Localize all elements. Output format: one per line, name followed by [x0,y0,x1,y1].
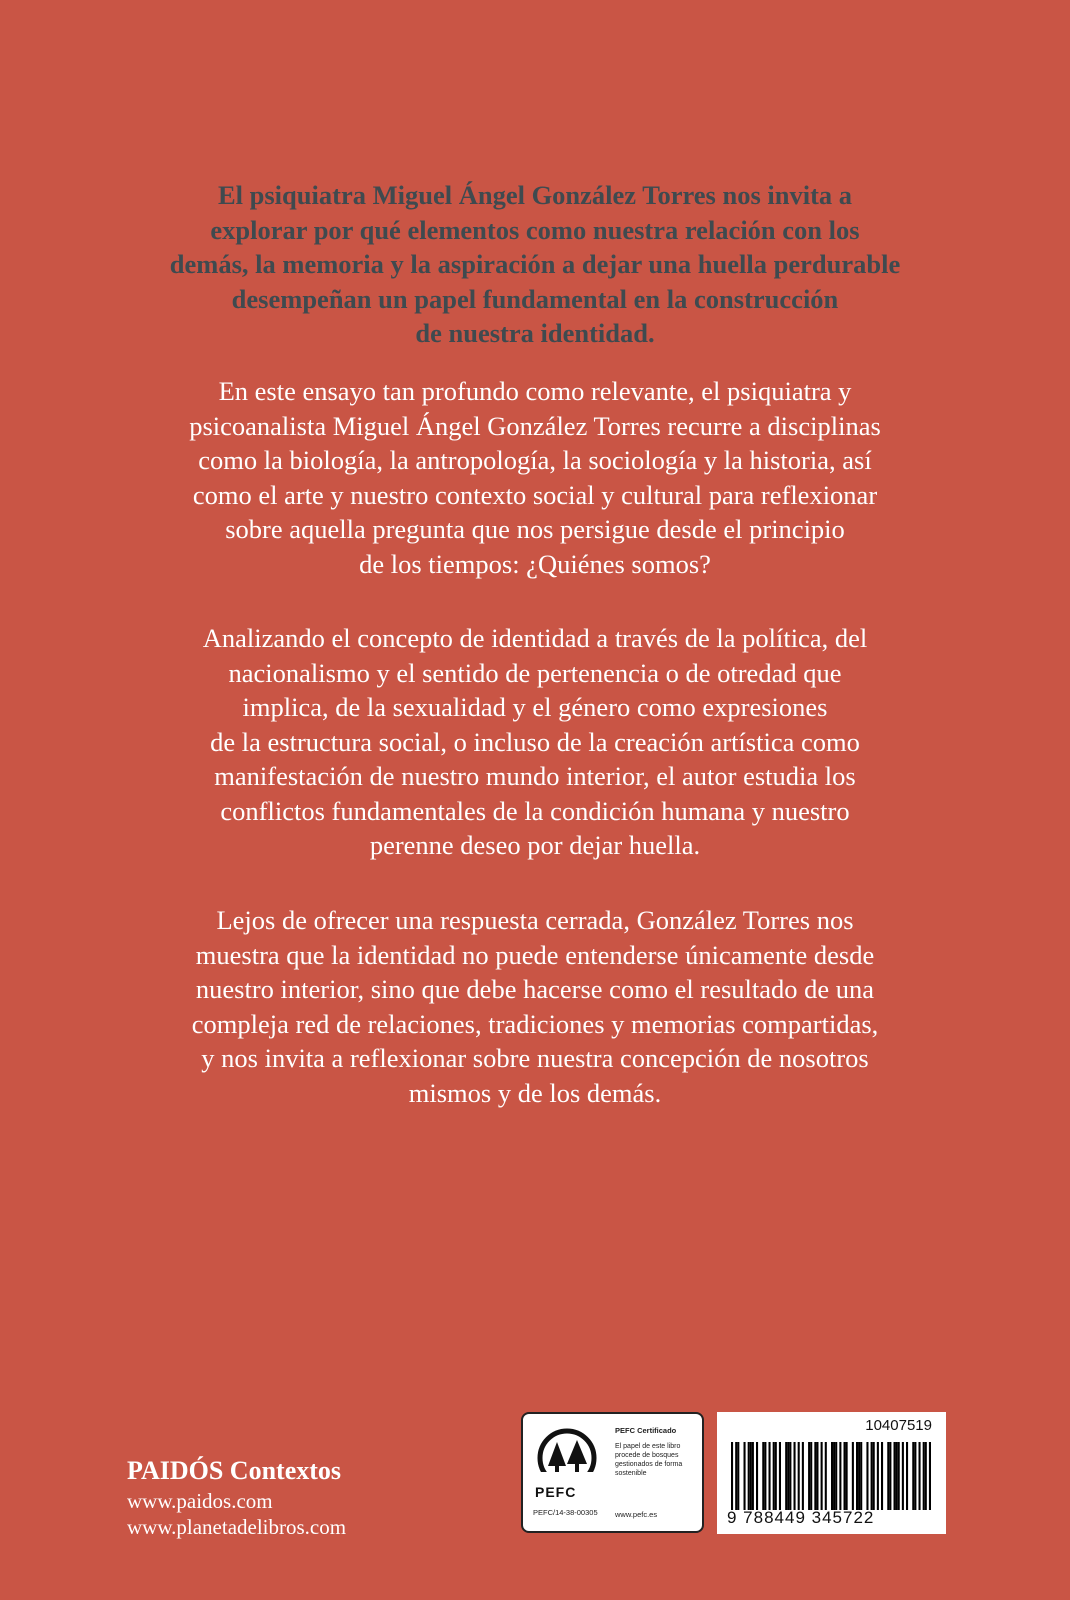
lead-paragraph [130,178,940,351]
pefc-website-link[interactable]: www.pefc.es [615,1510,658,1519]
body-paragraph-3 [115,903,955,1110]
body-paragraph-2 [115,621,955,863]
planeta-url-link[interactable]: www.planetadelibros.com [127,1515,347,1539]
pefc-title: PEFC Certificado [615,1426,677,1435]
pefc-certification-box [521,1412,704,1533]
barcode-box [717,1412,946,1534]
paragraph-line: y nos invita a reflexionar sobre nuestra concepción de nosotros [201,1043,869,1073]
lead-line: de nuestra identidad. [415,318,655,348]
paragraph-line: implica, de la sexualidad y el género como expresiones [242,692,828,722]
paragraph-line: de los tiempos: ¿Quiénes somos? [359,548,711,579]
paragraph-line: manifestación de nuestro mundo interior, el autor estudia los [214,761,856,791]
barcode-icon [731,1442,931,1510]
lead-line: desempeñan un papel fundamental en la construcción [231,283,839,314]
paragraph-line: de la estructura social, o incluso de la creación artística como [210,726,860,757]
publisher-url-link[interactable]: www.paidos.com [127,1489,273,1513]
paragraph-line: psicoanalista Miguel Ángel González Torres recurre a disciplinas [189,410,881,441]
paragraph-line: En este ensayo tan profundo como relevante, el psiquiatra y [218,376,852,406]
paragraph-line: Analizando el concepto de identidad a través de la política, del [202,623,868,653]
paragraph-line: muestra que la identidad no puede entenderse únicamente desde [195,939,875,970]
pefc-code: PEFC/14-38-00305 [533,1508,598,1517]
paragraph-line: nuestro interior, sino que debe hacerse como el resultado de una [195,974,875,1004]
pefc-wordmark: PEFC [535,1484,577,1500]
paragraph-line: sobre aquella pregunta que nos persigue desde el principio [225,514,845,544]
paragraph-line: nacionalismo y el sentido de pertenencia o de otredad que [228,657,842,688]
pefc-tree-logo-icon [537,1428,597,1488]
paragraph-line: Lejos de ofrecer una respuesta cerrada, González Torres nos [216,905,854,935]
paragraph-line: perenne deseo por dejar huella. [369,830,701,860]
lead-line: explorar por qué elementos como nuestra relación con los [210,214,860,245]
lead-line: El psiquiatra Miguel Ángel González Torres nos invita a [217,180,853,210]
paragraph-line: como el arte y nuestro contexto social y cultural para reflexionar [192,479,878,510]
paragraph-line: mismos y de los demás. [408,1077,662,1108]
body-paragraph-1 [115,374,955,581]
paragraph-line: conflictos fundamentales de la condición humana y nuestro [220,795,850,826]
publisher-brand: PAIDÓS Contextos [127,1456,342,1485]
lead-line: demás, la memoria y la aspiración a dejar una huella perdurable [169,249,901,279]
product-code: 10407519 [865,1417,932,1434]
pefc-description: El papel de este libro procede de bosques gestionados de forma sostenible [615,1443,683,1477]
isbn-number: 9 788449 345722 [727,1508,875,1527]
paragraph-line: como la biología, la antropología, la sociología y la historia, así [198,445,872,475]
publisher-imprint [127,1454,346,1540]
paragraph-line: compleja red de relaciones, tradiciones y memorias compartidas, [191,1008,879,1039]
